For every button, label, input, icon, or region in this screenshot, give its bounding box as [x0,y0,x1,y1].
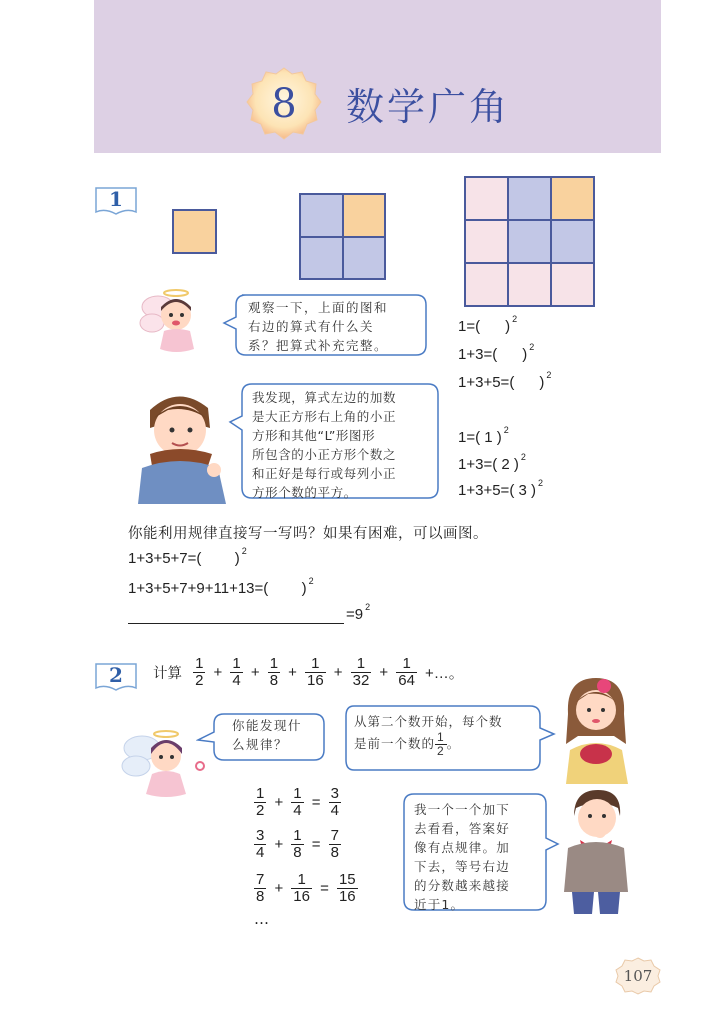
fraction: $\frac{1}{2}$ [437,730,445,758]
girl-illustration [558,674,634,784]
eq-exponent: 2 [503,425,509,435]
plus-sign: + [333,664,343,681]
step-equation [254,828,341,861]
eq-exponent: 2 [512,314,518,324]
bubble-line: 么规律？ [232,737,289,752]
ellipsis: … [254,910,269,928]
bubble-line: 的分数越来越接 [414,878,510,893]
bubble-line: 我一个一个加下 [414,802,510,817]
last-equation [346,602,371,623]
bubble-line: 你能发现什 [232,718,303,733]
bubble-line: 方形和其他“L”形图形 [252,428,376,443]
plus-sign: + [274,836,284,853]
plus-sign: + [213,664,223,681]
eq-paren: ( 3 ) [509,482,536,499]
fraction: $\frac{1}{8}$ [269,655,279,689]
equals-sign: = [311,836,321,853]
square-3x3 [464,176,595,307]
eq-lhs: 1+3 [458,346,484,363]
eq-lhs: 1 [458,429,467,446]
bubble-text [232,716,322,754]
page-number: 107 [623,967,653,985]
bubble-segment: 是前一个数的 [354,736,436,751]
square-cell [173,210,216,253]
eq-exponent: 2 [537,478,543,488]
eq-exponent: 2 [365,602,371,612]
eq-rhs: =9 [346,606,364,623]
square-cell [300,194,343,237]
square-1x1 [172,209,217,254]
square-cell [465,263,508,306]
series-tail: +…。 [425,665,464,682]
equation: 1=( 1 ) $^2$ [458,425,509,446]
bubble-line: 观察一下，上面的图和 [248,300,389,315]
square-cell [508,263,551,306]
equation: 1+3=( 2 ) $^2$ [458,452,526,473]
bubble-line: 右边的算式有什么关 [248,319,375,334]
eq-paren[interactable]: ( ) [196,550,240,567]
eq-paren[interactable]: ( ) [492,346,528,363]
square-cell [465,177,508,220]
series-prefix: 计算 [153,666,182,682]
eq-exponent: 2 [241,546,247,556]
eq-lhs: 1+3+5 [458,482,501,499]
bubble-line: 去看看，答案好 [414,821,510,836]
fraction: $\frac{1}{2}$ [195,655,204,689]
fraction: $\frac{1}{64}$ [398,655,415,689]
bubble-text [354,712,542,758]
fraction: $\frac{1}{2}$ [256,785,265,819]
chapter-title: 数学广角 [346,85,511,129]
square-cell [508,177,551,220]
plus-sign: + [379,664,389,681]
eq-lhs: 1+3 [458,456,484,473]
bubble-line: 系？把算式补充完整。 [248,338,389,353]
fraction: $\frac{1}{16}$ [293,871,310,905]
square-cell [343,237,386,280]
series-expression [150,656,467,689]
angel-illustration [136,283,212,355]
equation: 1+3+5=( ) $^2$ [458,370,552,391]
fraction: $\frac{7}{8}$ [330,827,339,861]
equation: 1+3+5=( 3 ) $^2$ [458,478,543,499]
square-cell [551,177,594,220]
plus-sign: + [274,794,284,811]
bubble-line: 是大正方形右上角的小正 [252,409,397,424]
square-cell [508,220,551,263]
bubble-text [252,388,436,502]
eq-exponent: 2 [529,342,535,352]
bubble-segment: 。 [446,736,461,751]
eq-paren[interactable]: ( ) [475,318,511,335]
equals-sign: = [311,794,321,811]
fraction: $\frac{3}{4}$ [256,827,265,861]
eq-paren: ( 2 ) [492,456,519,473]
step-equation [254,786,341,819]
equation: 1=( ) $^2$ [458,314,518,335]
bubble-line: 近于1。 [414,897,465,912]
practice-equation: 1+3+5+7+9+11+13=( ) $^2$ [128,576,314,597]
square-cell [300,237,343,280]
square-cell [465,220,508,263]
fraction: $\frac{1}{16}$ [306,655,324,689]
example-number: 2 [109,663,123,687]
eq-exponent: 2 [520,452,526,462]
bubble-line: 像有点规律。加 [414,840,510,855]
bubble-text [248,298,420,355]
example-number: 1 [109,187,123,211]
square-cell [343,194,386,237]
eq-paren[interactable]: ( ) [263,580,307,597]
eq-lhs: 1+3+5+7 [128,550,188,567]
bubble-line: 下去，等号右边 [414,859,510,874]
bubble-line: 从第二个数开始，每个数 [354,714,503,729]
eq-paren: ( 1 ) [475,429,502,446]
bubble-line: 我发现，算式左边的加数 [252,390,397,405]
equation: 1+3=( ) $^2$ [458,342,535,363]
square-cell [551,263,594,306]
equals-sign: = [320,880,329,897]
question-text: 你能利用规律直接写一写吗？如果有困难，可以画图。 [128,526,488,542]
square-cell [551,220,594,263]
plus-sign: + [288,664,297,681]
fraction: $\frac{1}{4}$ [232,655,241,689]
chapter-number: 8 [271,81,297,127]
bubble-line: 所包含的小正方形个数之 [252,447,397,462]
eq-exponent: 2 [308,576,314,586]
eq-lhs: 1+3+5+7+9+11+13 [128,580,255,597]
eq-lhs: 1+3+5 [458,374,501,391]
boy-illustration [128,388,232,504]
boy-illustration [560,786,632,916]
fraction: $\frac{1}{4}$ [293,785,302,819]
eq-exponent: 2 [546,370,552,380]
eq-paren[interactable]: ( ) [509,374,545,391]
bubble-line [354,731,542,758]
step-equation [254,872,358,905]
fraction: $\frac{1}{8}$ [293,827,302,861]
fraction: $\frac{15}{16}$ [338,871,356,905]
fraction: $\frac{1}{32}$ [352,655,370,689]
bubble-text [414,800,544,914]
fraction: $\frac{3}{4}$ [330,785,339,819]
plus-sign: + [274,880,284,897]
practice-equation: 1+3+5+7=( ) $^2$ [128,546,247,567]
answer-blank-line[interactable] [128,623,344,624]
bubble-line: 方形个数的平方。 [252,485,357,500]
square-2x2 [299,193,386,280]
bubble-line: 和正好是每行或每列小正 [252,466,397,481]
eq-lhs: 1 [458,318,467,335]
fraction: $\frac{7}{8}$ [256,871,265,905]
plus-sign: + [250,664,260,681]
